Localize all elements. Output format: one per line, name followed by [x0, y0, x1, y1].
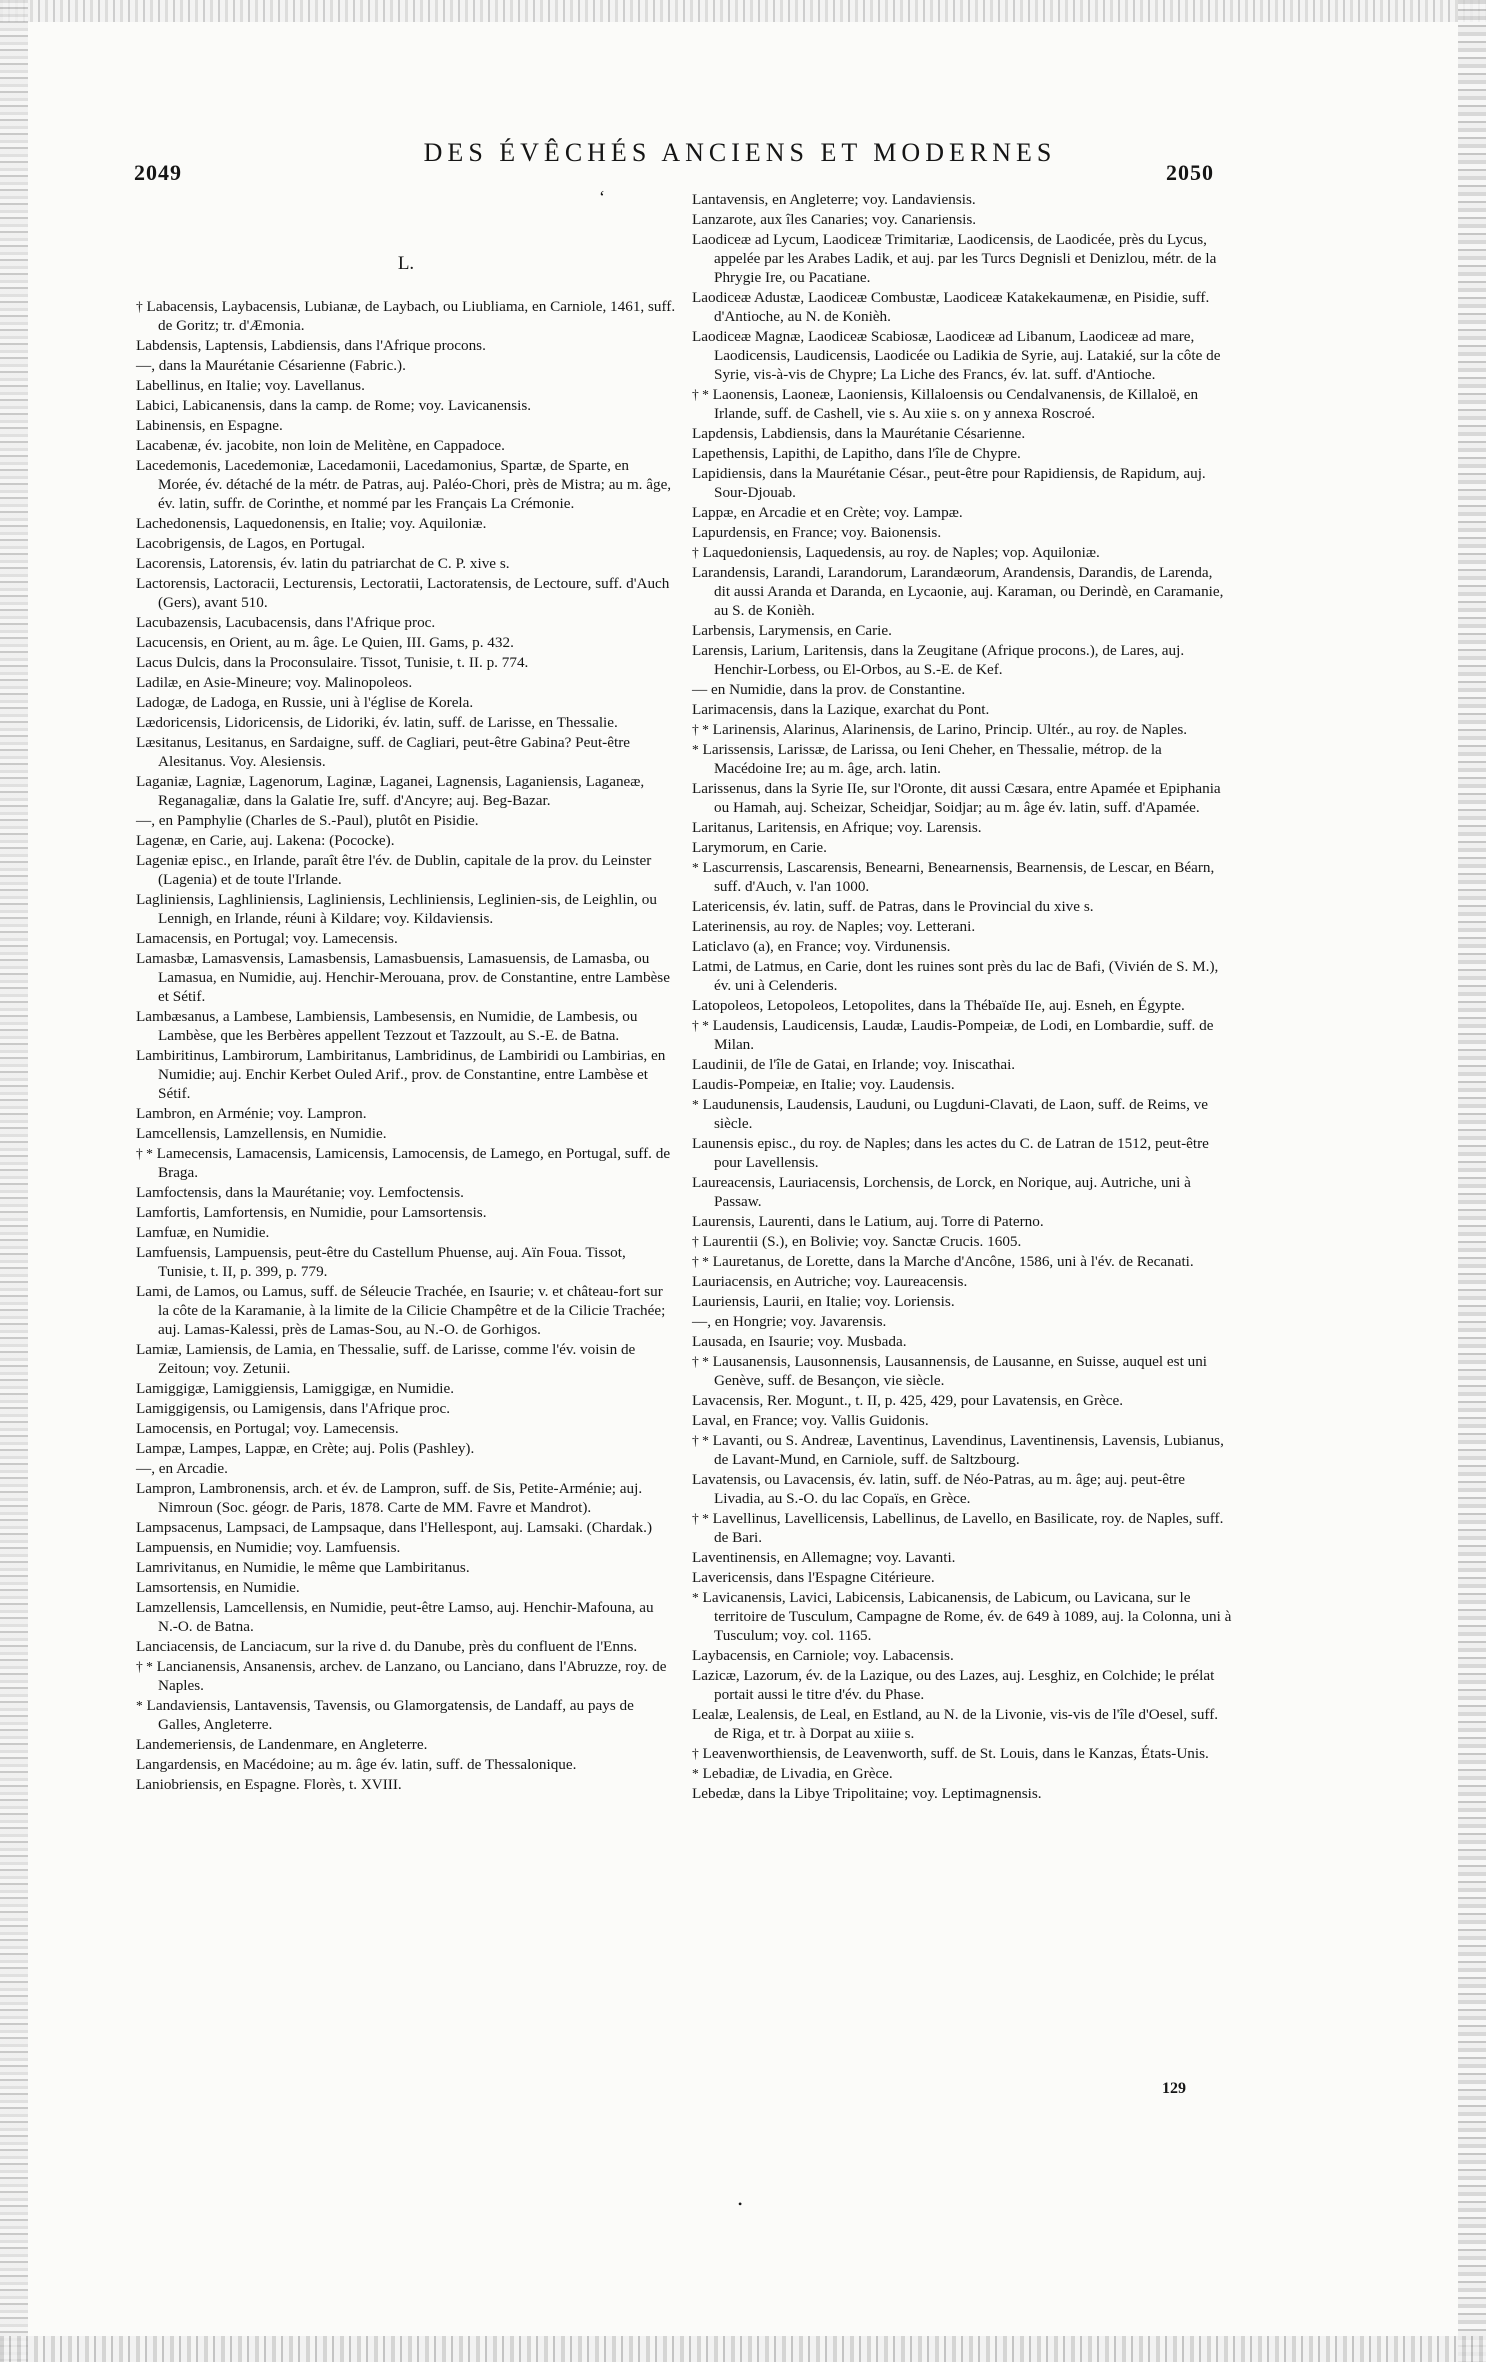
- dictionary-entry: [136, 396, 676, 415]
- dictionary-entry: [692, 210, 1232, 229]
- entry-text: Lamsortensis, en Numidie.: [136, 1579, 300, 1596]
- entry-text: —, dans la Maurétanie Césarienne (Fabric.).: [136, 357, 406, 374]
- dictionary-entry: [136, 1735, 676, 1754]
- entry-text: Laquedoniensis, Laquedensis, au roy. de Naples; vop. Aquiloniæ.: [702, 544, 1100, 561]
- entry-text: Lædoricensis, Lidoricensis, de Lidoriki, év. latin, suff. de Larisse, en Thessalie.: [136, 714, 618, 731]
- entry-text: Lactorensis, Lactoracii, Lecturensis, Lectoratii, Lactoratensis, de Lectoure, suff. d'Auch (Gers), avant 510.: [136, 575, 670, 611]
- dictionary-entry: [692, 720, 1232, 739]
- entry-text: Lamfuensis, Lampuensis, peut-être du Castellum Phuense, auj. Aïn Foua. Tissot, Tunisie, t. II, p. 399, p. 779.: [136, 1244, 626, 1280]
- entry-text: Lauriacensis, en Autriche; voy. Laureacensis.: [692, 1273, 968, 1290]
- dictionary-entry: [692, 523, 1232, 542]
- entry-text: Lambiritinus, Lambirorum, Lambiritanus, Lambridinus, de Lambiridi ou Lambirias, en Numidie; auj. Enchir Kerbet Ouled Arif., prov. de Constantine, entre Lambèse et Sétif.: [136, 1047, 666, 1102]
- entry-text: Lapethensis, Lapithi, de Lapitho, dans l'île de Chypre.: [692, 445, 1021, 462]
- entry-text: Latericensis, év. latin, suff. de Patras, dans le Provincial du xive s.: [692, 898, 1094, 915]
- dictionary-entry: [136, 949, 676, 1006]
- dictionary-entry: [136, 1637, 676, 1656]
- dictionary-entry: [136, 1419, 676, 1438]
- dictionary-entry: [692, 1470, 1232, 1508]
- dictionary-entry: [136, 1144, 676, 1182]
- dictionary-entry: [136, 1755, 676, 1774]
- page-number-left: 2049: [134, 160, 182, 185]
- entry-text: Laureacensis, Lauriacensis, Lorchensis, de Lorck, en Norique, auj. Autriche, uni à Passaw.: [692, 1174, 1191, 1210]
- dictionary-entry: [692, 1548, 1232, 1567]
- dictionary-entry: [692, 327, 1232, 384]
- entry-text: Laval, en France; voy. Vallis Guidonis.: [692, 1412, 929, 1429]
- dictionary-entry: [136, 1775, 676, 1794]
- entry-text: Laventinensis, en Allemagne; voy. Lavanti.: [692, 1549, 956, 1566]
- entry-sign: *: [692, 1590, 699, 1605]
- dictionary-entry: [136, 456, 676, 513]
- dictionary-entry: [692, 1232, 1232, 1251]
- dictionary-entry: [136, 436, 676, 455]
- dictionary-entry: [136, 1104, 676, 1123]
- entry-text: Lami, de Lamos, ou Lamus, suff. de Séleucie Trachée, en Isaurie; v. et château-fort sur la côte de la Karamanie, à la limite de la Cilicie Champêtre et de la Cilicie Trachée; auj. Lamas-Kalessi, près de Lamas-Sou, au N.-O. de Gorhigos.: [136, 1283, 666, 1338]
- dictionary-entry: [136, 1183, 676, 1202]
- entry-text: Lampæ, Lampes, Lappæ, en Crète; auj. Polis (Pashley).: [136, 1440, 475, 1457]
- entry-text: Laudis-Pompeiæ, en Italie; voy. Laudensis.: [692, 1076, 955, 1093]
- entry-text: Lamrivitanus, en Numidie, le même que Lambiritanus.: [136, 1559, 470, 1576]
- entry-text: Latmi, de Latmus, en Carie, dont les ruines sont près du lac de Bafi, (Vivién de S. M.), év. uni à Celenderis.: [692, 958, 1219, 994]
- entry-sign: † *: [692, 387, 709, 402]
- dictionary-entry: [692, 1173, 1232, 1211]
- dictionary-entry: [692, 700, 1232, 719]
- dictionary-entry: [136, 1340, 676, 1378]
- entry-sign: † *: [136, 1659, 153, 1674]
- entry-text: Lagliniensis, Laghliniensis, Lagliniensis, Lechliniensis, Leglinien-sis, de Leighlin, ou Lennigh, en Irlande, réuni à Kildare; voy. Kildaviensis.: [136, 891, 657, 927]
- dictionary-entry: [136, 1479, 676, 1517]
- dictionary-entry: [692, 1272, 1232, 1291]
- dictionary-entry: [692, 1705, 1232, 1743]
- entry-text: Lapidiensis, dans la Maurétanie César., peut-être pour Rapidiensis, de Rapidum, auj. Sour-Djouab.: [692, 465, 1206, 501]
- entry-sign: † *: [692, 1354, 709, 1369]
- entry-sign: *: [692, 860, 699, 875]
- dictionary-entry: [692, 1292, 1232, 1311]
- entry-text: Lavericensis, dans l'Espagne Citérieure.: [692, 1569, 935, 1586]
- dictionary-entry: [692, 1568, 1232, 1587]
- dictionary-entry: [136, 613, 676, 632]
- dictionary-entry: [692, 1252, 1232, 1271]
- entry-text: Larimacensis, dans la Lazique, exarchat du Pont.: [692, 701, 990, 718]
- entry-text: Lamcellensis, Lamzellensis, en Numidie.: [136, 1125, 387, 1142]
- left-column: [136, 248, 676, 1795]
- entry-text: Lauretanus, de Lorette, dans la Marche d'Ancône, 1586, uni à l'év. de Recanati.: [712, 1253, 1194, 1270]
- entry-text: Laritanus, Laritensis, en Afrique; voy. Larensis.: [692, 819, 982, 836]
- entry-text: Laurentii (S.), en Bolivie; voy. Sanctæ Crucis. 1605.: [702, 1233, 1022, 1250]
- entry-text: —, en Hongrie; voy. Javarensis.: [692, 1313, 887, 1330]
- entry-text: Lavellinus, Lavellicensis, Labellinus, de Lavello, en Basilicate, roy. de Naples, suff. de Bari.: [712, 1510, 1224, 1546]
- entry-text: Lacucensis, en Orient, au m. âge. Le Quien, III. Gams, p. 432.: [136, 634, 514, 651]
- entry-text: Lagenæ, en Carie, auj. Lakena: (Pococke).: [136, 832, 395, 849]
- entry-text: Læsitanus, Lesitanus, en Sardaigne, suff. de Cagliari, peut-être Gabina? Peut-être Alesitanus. Voy. Alesiensis.: [136, 734, 631, 770]
- entry-text: —, en Pamphylie (Charles de S.-Paul), plutôt en Pisidie.: [136, 812, 479, 829]
- ink-speck: •: [738, 2197, 743, 2211]
- dictionary-entry: [692, 1784, 1232, 1803]
- dictionary-entry: [136, 811, 676, 830]
- dictionary-entry: [692, 1764, 1232, 1783]
- dictionary-entry: [692, 230, 1232, 287]
- dictionary-entry: [692, 1134, 1232, 1172]
- dictionary-entry: [692, 740, 1232, 778]
- entry-text: Larymorum, en Carie.: [692, 839, 827, 856]
- dictionary-entry: [136, 297, 676, 335]
- entry-text: Labinensis, en Espagne.: [136, 417, 283, 434]
- entry-text: Ladogæ, de Ladoga, en Russie, uni à l'église de Korela.: [136, 694, 474, 711]
- dictionary-entry: [136, 1203, 676, 1222]
- entry-text: Larinensis, Alarinus, Alarinensis, de Larino, Princip. Ultér., au roy. de Naples.: [712, 721, 1188, 738]
- dictionary-entry: [136, 772, 676, 810]
- entry-text: Larbensis, Larymensis, en Carie.: [692, 622, 892, 639]
- dictionary-entry: [692, 917, 1232, 936]
- entry-text: Lausanensis, Lausonnensis, Lausannensis, de Lausanne, en Suisse, auquel est uni Genève, suff. de Besançon, vie siècle.: [712, 1353, 1208, 1389]
- entry-text: Lacorensis, Latorensis, év. latin du patriarchat de C. P. xive s.: [136, 555, 510, 572]
- entry-text: Lambæsanus, a Lambese, Lambiensis, Lambesensis, en Numidie, de Lambesis, ou Lambèse, que les Berbères appellent Tezzout et Tazzoult, au S.-E. de Batna.: [136, 1008, 638, 1044]
- dictionary-entry: [136, 1007, 676, 1045]
- entry-text: Lamzellensis, Lamcellensis, en Numidie, peut-être Lamso, auj. Henchir-Mafouna, au N.-O. de Batna.: [136, 1599, 654, 1635]
- dictionary-entry: [136, 416, 676, 435]
- entry-text: Labici, Labicanensis, dans la camp. de Rome; voy. Lavicanensis.: [136, 397, 532, 414]
- dictionary-entry: [136, 693, 676, 712]
- dictionary-entry: [136, 713, 676, 732]
- entry-text: Laterinensis, au roy. de Naples; voy. Letterani.: [692, 918, 976, 935]
- entry-text: Laganiæ, Lagniæ, Lagenorum, Laginæ, Laganei, Lagnensis, Laganiensis, Laganeæ, Reganagaliæ, dans la Galatie Ire, suff. d'Ancyre; auj. Beg-Bazar.: [136, 773, 645, 809]
- entry-text: Lealæ, Lealensis, de Leal, en Estland, au N. de la Livonie, vis-vis de l'île d'Oesel, suff. de Riga, et tr. à Dorpat au xiiie s.: [692, 1706, 1219, 1742]
- dictionary-entry: [136, 1598, 676, 1636]
- entry-text: Laudensis, Laudicensis, Laudæ, Laudis-Pompeiæ, de Lodi, en Lombardie, suff. de Milan.: [712, 1017, 1214, 1053]
- scan-border-top: [0, 0, 1486, 22]
- dictionary-entry: [692, 1744, 1232, 1763]
- dictionary-entry: [692, 1391, 1232, 1410]
- dictionary-entry: [692, 957, 1232, 995]
- stray-mark: ‘: [599, 187, 605, 207]
- entry-text: Labdensis, Laptensis, Labdiensis, dans l'Afrique procons.: [136, 337, 486, 354]
- entry-text: Laniobriensis, en Espagne. Florès, t. XVIII.: [136, 1776, 402, 1793]
- dictionary-entry: [136, 653, 676, 672]
- right-entries: [692, 190, 1232, 1803]
- entry-text: Lampsacenus, Lampsaci, de Lampsaque, dans l'Hellespont, auj. Lamsaki. (Chardak.): [136, 1519, 652, 1536]
- entry-text: Lacus Dulcis, dans la Proconsulaire. Tissot, Tunisie, t. II. p. 774.: [136, 654, 529, 671]
- dictionary-entry: [692, 779, 1232, 817]
- right-column: [692, 190, 1232, 1804]
- entry-text: Lavicanensis, Lavici, Labicensis, Labicanensis, de Labicum, ou Lavicana, sur le territoire de Tusculum, Campagne de Rome, év. de 649 à 1089, auj. la Colonna, uni à Tusculum; voy. col. 1165.: [702, 1589, 1232, 1644]
- dictionary-entry: [136, 1518, 676, 1537]
- entry-text: Lauriensis, Laurii, en Italie; voy. Loriensis.: [692, 1293, 955, 1310]
- entry-text: Lampuensis, en Numidie; voy. Lamfuensis.: [136, 1539, 401, 1556]
- dictionary-entry: [136, 1558, 676, 1577]
- dictionary-entry: [692, 838, 1232, 857]
- entry-text: Landemeriensis, de Landenmare, en Angleterre.: [136, 1736, 428, 1753]
- entry-sign: †: [136, 299, 143, 314]
- entry-sign: † *: [692, 722, 709, 737]
- dictionary-entry: [692, 1055, 1232, 1074]
- scan-border-bottom: [0, 2336, 1486, 2362]
- dictionary-entry: [692, 1095, 1232, 1133]
- entry-text: Lamiggigensis, ou Lamigensis, dans l'Afrique proc.: [136, 1400, 451, 1417]
- dictionary-entry: [692, 1212, 1232, 1231]
- entry-text: Laudunensis, Laudensis, Lauduni, ou Lugduni-Clavati, de Laon, suff. de Reims, ve siècle.: [702, 1096, 1208, 1132]
- entry-text: Lanciacensis, de Lanciacum, sur la rive d. du Danube, près du confluent de l'Enns.: [136, 1638, 638, 1655]
- folio-number: 129: [1162, 2080, 1186, 2097]
- entry-text: Langardensis, en Macédoine; au m. âge év. latin, suff. de Thessalonique.: [136, 1756, 577, 1773]
- dictionary-entry: [692, 1588, 1232, 1645]
- dictionary-entry: [136, 1399, 676, 1418]
- entry-text: Lampron, Lambronensis, arch. et év. de Lampron, suff. de Sis, Petite-Arménie; auj. Nimroun (Soc. géogr. de Paris, 1878. Carte de MM. Favre et Mandrot).: [136, 1480, 643, 1516]
- entry-sign: *: [692, 1097, 699, 1112]
- entry-text: Labellinus, en Italie; voy. Lavellanus.: [136, 377, 365, 394]
- dictionary-entry: [692, 1666, 1232, 1704]
- entry-text: Lancianensis, Ansanensis, archev. de Lanzano, ou Lanciano, dans l'Abruzze, roy. de Naples.: [156, 1658, 667, 1694]
- entry-text: Lamecensis, Lamacensis, Lamicensis, Lamocensis, de Lamego, en Portugal, suff. de Braga.: [156, 1145, 671, 1181]
- dictionary-entry: [136, 1379, 676, 1398]
- dictionary-entry: [692, 680, 1232, 699]
- entry-text: Lacabenæ, év. jacobite, non loin de Melitène, en Cappadoce.: [136, 437, 505, 454]
- dictionary-entry: [692, 1312, 1232, 1331]
- dictionary-entry: [136, 336, 676, 355]
- dictionary-entry: [136, 1124, 676, 1143]
- entry-text: Lavacensis, Rer. Mogunt., t. II, p. 425, 429, pour Lavatensis, en Grèce.: [692, 1392, 1124, 1409]
- page-title: DES ÉVÊCHÉS ANCIENS ET MODERNES: [423, 138, 1057, 167]
- entry-text: Lascurrensis, Lascarensis, Benearni, Benearnensis, Bearnensis, de Lescar, en Béarn, suff. d'Auch, v. l'an 1000.: [702, 859, 1215, 895]
- entry-text: Lanzarote, aux îles Canaries; voy. Canariensis.: [692, 211, 977, 228]
- entry-text: Lamiggigæ, Lamiggiensis, Lamiggigæ, en Numidie.: [136, 1380, 455, 1397]
- dictionary-entry: [136, 1459, 676, 1478]
- dictionary-entry: [136, 554, 676, 573]
- dictionary-entry: [692, 1016, 1232, 1054]
- dictionary-entry: [692, 190, 1232, 209]
- dictionary-entry: [692, 858, 1232, 896]
- entry-text: —, en Arcadie.: [136, 1460, 228, 1477]
- entry-text: Lausada, en Isaurie; voy. Musbada.: [692, 1333, 907, 1350]
- dictionary-entry: [136, 356, 676, 375]
- entry-text: Lavanti, ou S. Andreæ, Laventinus, Lavendinus, Laventinensis, Lavensis, Lubianus, de Lavant-Mund, en Carniole, suff. de Saltzbourg.: [712, 1432, 1224, 1468]
- entry-text: Lamasbæ, Lamasvensis, Lamasbensis, Lamasbuensis, Lamasuensis, de Lamasba, ou Lamasua, en Numidie, auj. Henchir-Merouana, prov. de Constantine, entre Lambèse et Sétif.: [136, 950, 670, 1005]
- entry-text: Laodiceæ Magnæ, Laodiceæ Scabiosæ, Laodiceæ ad Libanum, Laodiceæ ad mare, Laodicensis, Laudicensis, Laodicée ou Ladikia de Syrie, auj. Latakié, sur la côte de Syrie, vis-à-vis de Chypre; La Liche des Francs, év. lat. suff. d'Antioche.: [692, 328, 1221, 383]
- entry-text: Landaviensis, Lantavensis, Tavensis, ou Glamorgatensis, de Landaff, au pays de Galles, Angleterre.: [146, 1697, 634, 1733]
- entry-text: Lapdensis, Labdiensis, dans la Maurétanie Césarienne.: [692, 425, 1026, 442]
- entry-text: Lamiæ, Lamiensis, de Lamia, en Thessalie, suff. de Larisse, comme l'év. voisin de Zeitoun; voy. Zetunii.: [136, 1341, 636, 1377]
- entry-text: Larissensis, Larissæ, de Larissa, ou Ieni Cheher, en Thessalie, métrop. de la Macédoine Ire; au m. âge, arch. latin.: [702, 741, 1162, 777]
- dictionary-entry: [692, 424, 1232, 443]
- dictionary-entry: [692, 1509, 1232, 1547]
- dictionary-entry: [692, 288, 1232, 326]
- section-letter: L.: [397, 253, 415, 274]
- dictionary-entry: [692, 563, 1232, 620]
- entry-text: — en Numidie, dans la prov. de Constantine.: [692, 681, 966, 698]
- dictionary-entry: [692, 937, 1232, 956]
- entry-text: Lamfortis, Lamfortensis, en Numidie, pour Lamsortensis.: [136, 1204, 487, 1221]
- entry-sign: † *: [692, 1254, 709, 1269]
- dictionary-entry: [136, 574, 676, 612]
- dictionary-entry: [136, 733, 676, 771]
- dictionary-entry: [136, 1578, 676, 1597]
- dictionary-entry: [136, 831, 676, 850]
- entry-text: Lazicæ, Lazorum, év. de la Lazique, ou des Lazes, auj. Lesghiz, en Colchide; le prélat portait aussi le titre d'év. du Phase.: [692, 1667, 1215, 1703]
- entry-sign: † *: [692, 1018, 709, 1033]
- dictionary-entry: [692, 1431, 1232, 1469]
- entry-text: Laudinii, de l'île de Gatai, en Irlande; voy. Iniscathai.: [692, 1056, 1016, 1073]
- entry-text: Lacedemonis, Lacedemoniæ, Lacedamonii, Lacedamonius, Spartæ, de Sparte, en Morée, év. détaché de la métr. de Patras, auj. Paléo-Chori, près de Mistra; au m. âge, év. latin, suffr. de Corinthe, et nommé par les Français La Crémonie.: [136, 457, 672, 512]
- dictionary-entry: [692, 503, 1232, 522]
- entry-text: Latopoleos, Letopoleos, Letopolites, dans la Thébaïde IIe, auj. Esneh, en Égypte.: [692, 997, 1185, 1014]
- dictionary-entry: [692, 818, 1232, 837]
- entry-text: Lantavensis, en Angleterre; voy. Landaviensis.: [692, 191, 976, 208]
- dictionary-entry: [692, 444, 1232, 463]
- dictionary-entry: [136, 929, 676, 948]
- dictionary-entry: [136, 1538, 676, 1557]
- entry-text: Lambron, en Arménie; voy. Lampron.: [136, 1105, 367, 1122]
- entry-text: Lebadiæ, de Livadia, en Grèce.: [702, 1765, 893, 1782]
- dictionary-entry: [692, 996, 1232, 1015]
- dictionary-entry: [136, 890, 676, 928]
- entry-text: Ladilæ, en Asie-Mineure; voy. Malinopoleos.: [136, 674, 413, 691]
- left-entries: [136, 297, 676, 1794]
- scan-border-left: [0, 0, 28, 2362]
- dictionary-entry: [692, 1352, 1232, 1390]
- entry-text: Lachedonensis, Laquedonensis, en Italie; voy. Aquiloniæ.: [136, 515, 487, 532]
- entry-sign: *: [136, 1698, 143, 1713]
- entry-text: Lavatensis, ou Lavacensis, év. latin, suff. de Néo-Patras, au m. âge; auj. peut-être Livadia, au S.-O. du lac Copaïs, en Grèce.: [692, 1471, 1185, 1507]
- entry-text: Lebedæ, dans la Libye Tripolitaine; voy. Leptimagnensis.: [692, 1785, 1042, 1802]
- entry-text: Lamfoctensis, dans la Maurétanie; voy. Lemfoctensis.: [136, 1184, 464, 1201]
- entry-sign: †: [692, 545, 699, 560]
- dictionary-entry: [692, 543, 1232, 562]
- dictionary-entry: [136, 1696, 676, 1734]
- dictionary-entry: [136, 633, 676, 652]
- entry-text: Launensis episc., du roy. de Naples; dans les actes du C. de Latran de 1512, peut-être pour Lavellensis.: [692, 1135, 1209, 1171]
- entry-sign: †: [692, 1234, 699, 1249]
- entry-text: Leavenworthiensis, de Leavenworth, suff. de St. Louis, dans le Kanzas, États-Unis.: [702, 1745, 1209, 1762]
- entry-text: Laonensis, Laoneæ, Laoniensis, Killaloensis ou Cendalvanensis, de Killaloë, en Irlande, suff. de Cashell, vie s. Au xiie s. on y annexa Roscroé.: [712, 386, 1199, 422]
- dictionary-entry: [136, 1243, 676, 1281]
- entry-text: Larissenus, dans la Syrie IIe, sur l'Oronte, dit aussi Cæsara, entre Apamée et Epiphania ou Hamah, auj. Scheizar, Scheidjar, Soidjar; au m. âge év. latin, suff. d'Apamée.: [692, 780, 1221, 816]
- entry-sign: † *: [692, 1511, 709, 1526]
- entry-text: Lacubazensis, Lacubacensis, dans l'Afrique proc.: [136, 614, 436, 631]
- entry-sign: † *: [136, 1146, 153, 1161]
- dictionary-entry: [692, 464, 1232, 502]
- dictionary-entry: [136, 376, 676, 395]
- entry-text: Laybacensis, en Carniole; voy. Labacensis.: [692, 1647, 954, 1664]
- entry-text: Laurensis, Laurenti, dans le Latium, auj. Torre di Paterno.: [692, 1213, 1044, 1230]
- dictionary-entry: [136, 1439, 676, 1458]
- dictionary-entry: [692, 897, 1232, 916]
- entry-text: Labacensis, Laybacensis, Lubianæ, de Laybach, ou Liubliama, en Carniole, 1461, suff. de Goritz; tr. d'Æmonia.: [146, 298, 676, 334]
- dictionary-entry: [692, 621, 1232, 640]
- page-number-right: 2050: [1166, 160, 1214, 185]
- dictionary-entry: [692, 385, 1232, 423]
- dictionary-entry: [692, 1411, 1232, 1430]
- entry-sign: †: [692, 1746, 699, 1761]
- entry-text: Lamacensis, en Portugal; voy. Lamecensis.: [136, 930, 398, 947]
- entry-text: Lappæ, en Arcadie et en Crète; voy. Lampæ.: [692, 504, 963, 521]
- dictionary-entry: [136, 851, 676, 889]
- dictionary-entry: [692, 641, 1232, 679]
- dictionary-entry: [136, 1657, 676, 1695]
- entry-text: Lapurdensis, en France; voy. Baionensis.: [692, 524, 942, 541]
- entry-sign: *: [692, 742, 699, 757]
- entry-sign: † *: [692, 1433, 709, 1448]
- entry-text: Lacobrigensis, de Lagos, en Portugal.: [136, 535, 366, 552]
- entry-text: Laticlavo (a), en France; voy. Virdunensis.: [692, 938, 951, 955]
- dictionary-entry: [136, 1223, 676, 1242]
- dictionary-entry: [136, 673, 676, 692]
- entry-text: Laodiceæ ad Lycum, Laodiceæ Trimitariæ, Laodicensis, de Laodicée, près du Lycus, appelée par les Arabes Ladik, et auj. par les Turcs Degnisli et Denizlou, métr. de la Phrygie Ire, ou Pacatiane.: [692, 231, 1217, 286]
- dictionary-entry: [136, 534, 676, 553]
- dictionary-entry: [136, 1046, 676, 1103]
- dictionary-entry: [692, 1332, 1232, 1351]
- entry-sign: *: [692, 1766, 699, 1781]
- entry-text: Larensis, Larium, Laritensis, dans la Zeugitane (Afrique procons.), de Lares, auj. Henchir-Lorbess, ou El-Orbos, au S.-E. de Kef.: [692, 642, 1185, 678]
- dictionary-entry: [136, 514, 676, 533]
- entry-text: Laodiceæ Adustæ, Laodiceæ Combustæ, Laodiceæ Katakekaumenæ, en Pisidie, suff. d'Antioche, au N. de Konièh.: [692, 289, 1210, 325]
- dictionary-entry: [136, 1282, 676, 1339]
- dictionary-entry: [692, 1646, 1232, 1665]
- entry-text: Lamocensis, en Portugal; voy. Lamecensis.: [136, 1420, 399, 1437]
- dictionary-entry: [692, 1075, 1232, 1094]
- scan-border-right: [1458, 0, 1486, 2362]
- entry-text: Larandensis, Larandi, Larandorum, Larandæorum, Arandensis, Darandis, de Larenda, dit aussi Aranda et Daranda, en Lycaonie, auj. Karaman, ou Derindè, en Caramanie, au S. de Konièh.: [692, 564, 1224, 619]
- entry-text: Lageniæ episc., en Irlande, paraît être l'év. de Dublin, capitale de la prov. du Leinster (Lagenia) et de toute l'Irlande.: [136, 852, 652, 888]
- entry-text: Lamfuæ, en Numidie.: [136, 1224, 270, 1241]
